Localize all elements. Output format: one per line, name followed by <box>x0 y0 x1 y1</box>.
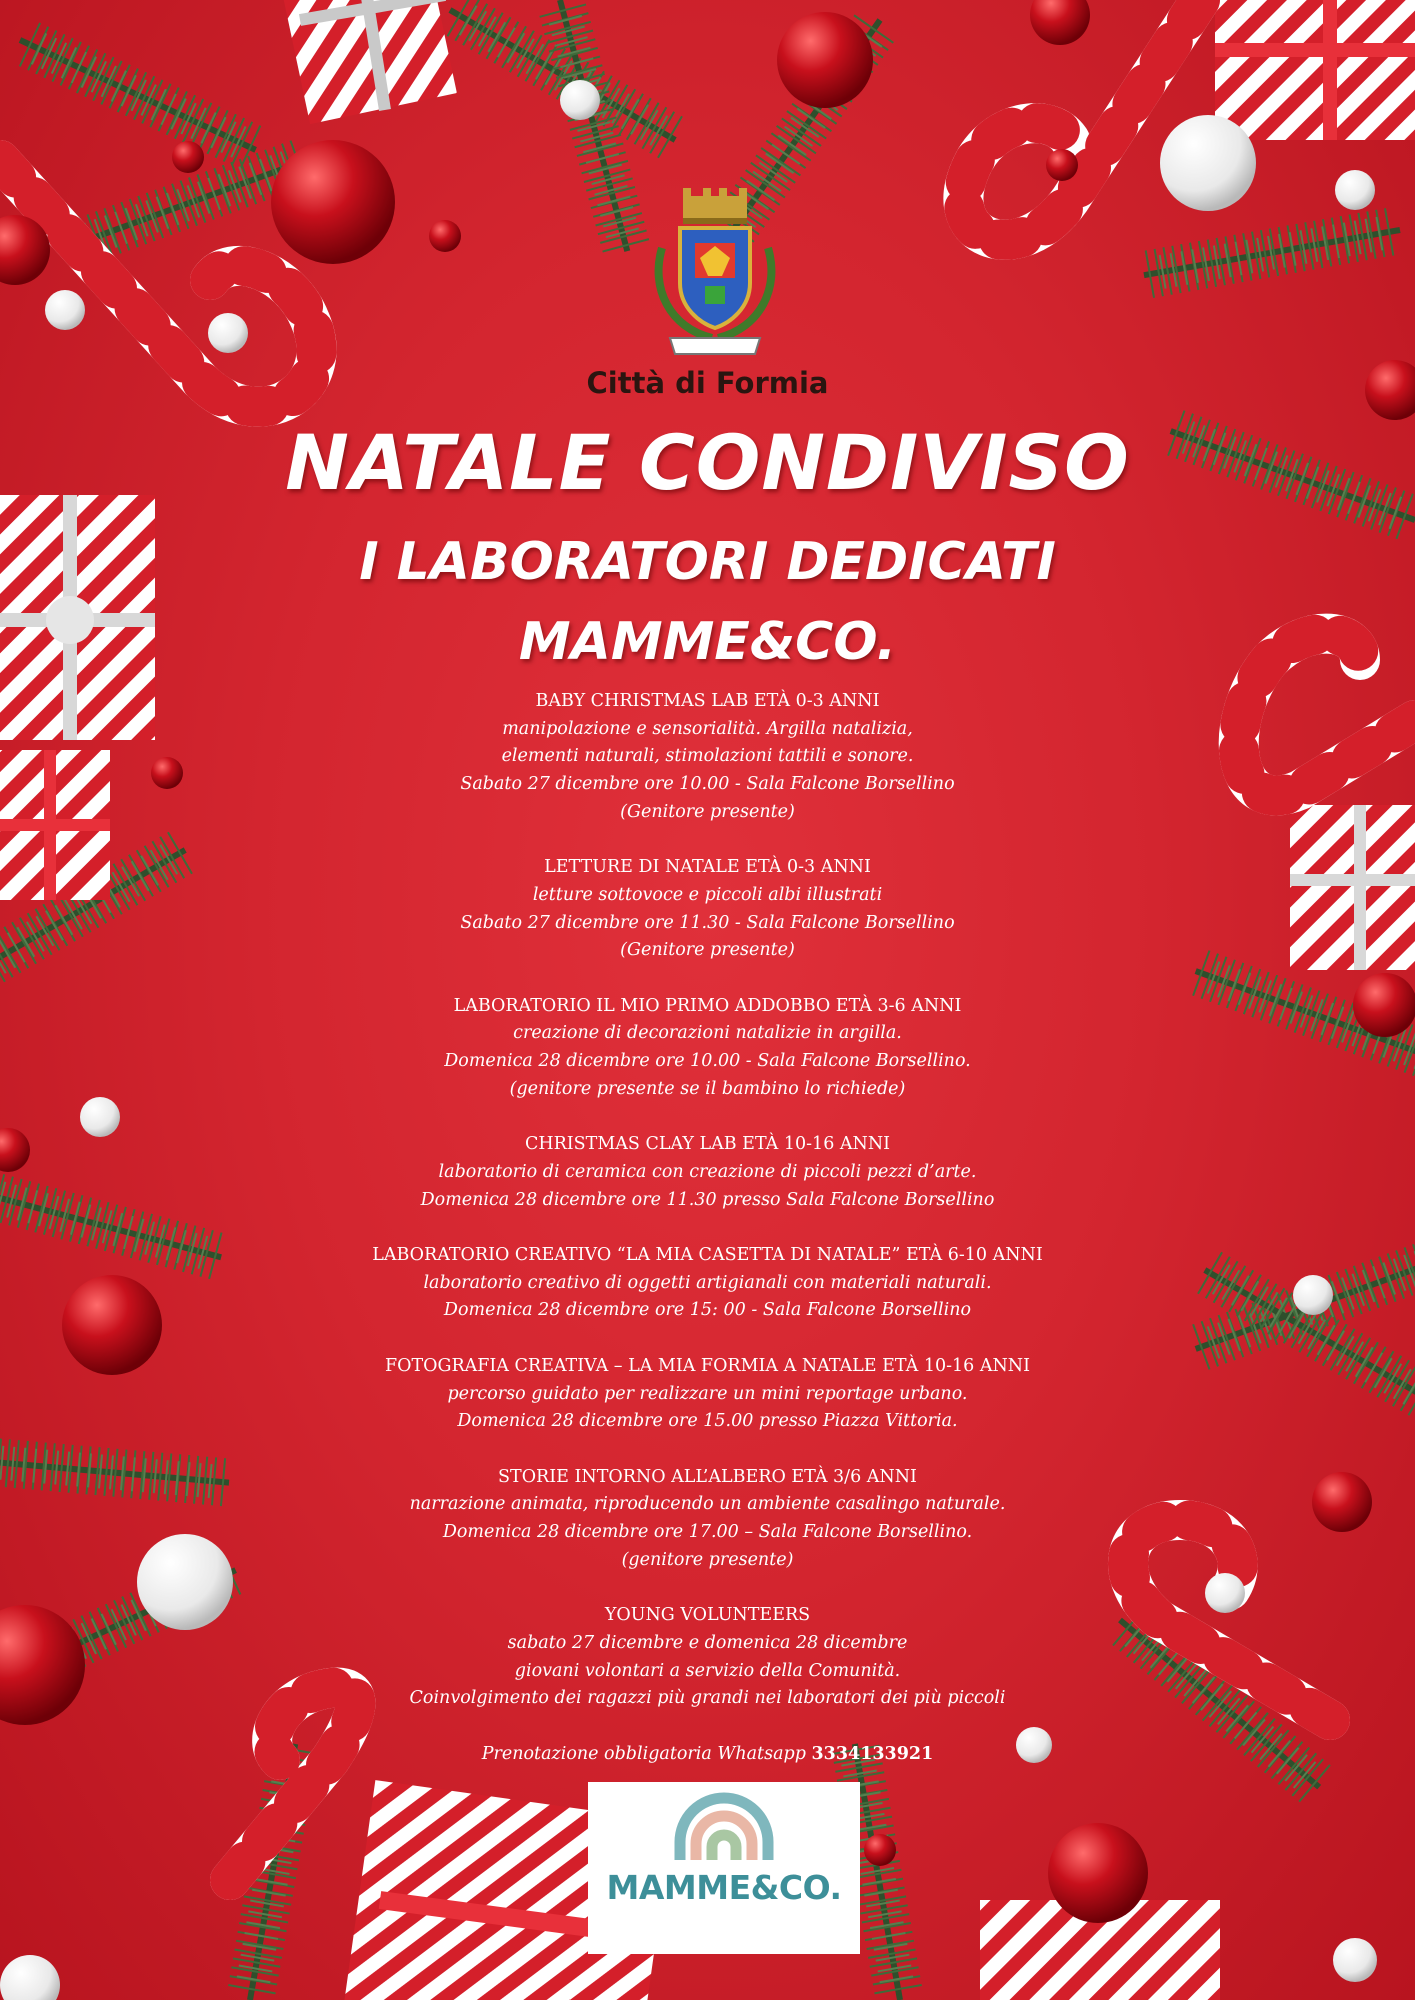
event-title: BABY CHRISTMAS LAB ETÀ 0-3 ANNI <box>535 691 880 711</box>
event-detail: Domenica 28 dicembre ore 15: 00 - Sala Falcone Borsellino <box>443 1300 972 1321</box>
event-title: YOUNG VOLUNTEERS <box>604 1605 811 1626</box>
event-detail: manipolazione e sensorialità. Argilla natalizia, <box>502 718 913 739</box>
gift-box-top-right <box>1215 0 1415 140</box>
event-detail: (Genitore presente) <box>620 801 795 822</box>
event-detail: Domenica 28 dicembre ore 17.00 – Sala Falcone Borsellino. <box>442 1522 973 1542</box>
candy-cane-top-right <box>963 0 1200 240</box>
event-detail: creazione di decorazioni natalizie in argilla. <box>513 1023 902 1044</box>
pine-branch-left <box>0 850 229 1483</box>
event-young-volunteers <box>300 1602 1115 1713</box>
event-detail: (genitore presente) <box>621 1549 794 1570</box>
gift-box-top-left <box>283 0 457 124</box>
event-title: LABORATORIO IL MIO PRIMO ADDOBBO ETÀ 3-6 ANNI <box>453 995 962 1016</box>
event-detail: narrazione animata, riproducendo un ambiente casalingo naturale. <box>409 1494 1006 1515</box>
event-detail: elementi naturali, stimolazioni tattili e sonore. <box>501 746 914 767</box>
event-detail: Sabato 27 dicembre ore 11.30 - Sala Falcone Borsellino <box>460 912 955 933</box>
gift-box-left-small <box>0 750 110 900</box>
subtitle: I LABORATORI DEDICATI <box>359 532 1056 592</box>
event-detail: Domenica 28 dicembre ore 11.30 presso Sala Falcone Borsellino <box>420 1189 995 1210</box>
event-detail: giovani volontari a servizio della Comunità. <box>514 1660 901 1681</box>
event-baby-christmas-lab <box>300 688 1115 827</box>
event-detail: Sabato 27 dicembre ore 10.00 - Sala Falcone Borsellino <box>460 774 955 795</box>
event-detail: letture sottovoce e piccoli albi illustrati <box>532 884 883 905</box>
event-title: LABORATORIO CREATIVO “LA MIA CASETTA DI NATALE” ETÀ 6-10 ANNI <box>372 1245 1043 1265</box>
booking-info <box>300 1741 1115 1769</box>
event-fotografia-creativa <box>300 1353 1115 1436</box>
event-detail: percorso guidato per realizzare un mini reportage urbano. <box>447 1383 968 1404</box>
event-detail: (Genitore presente) <box>620 940 795 961</box>
event-detail: sabato 27 dicembre e domenica 28 dicembre <box>507 1632 908 1653</box>
logo-text: MAMME&CO. <box>606 1868 842 1907</box>
event-title: CHRISTMAS CLAY LAB ETÀ 10-16 ANNI <box>524 1134 891 1155</box>
event-detail: laboratorio di ceramica con creazione di piccoli pezzi d’arte. <box>438 1161 977 1182</box>
city-name: Città di Formia <box>586 366 829 400</box>
coat-of-arms-icon <box>650 188 780 363</box>
mamme-co-logo <box>588 1782 860 1954</box>
event-storie-intorno-albero <box>300 1464 1115 1575</box>
event-detail: (genitore presente se il bambino lo richiede) <box>509 1078 906 1099</box>
rainbow-icon <box>672 1790 776 1860</box>
events-list <box>300 688 1115 1768</box>
event-detail: laboratorio creativo di oggetti artigianali con materiali naturali. <box>423 1272 992 1293</box>
event-detail: Domenica 28 dicembre ore 10.00 - Sala Falcone Borsellino. <box>444 1051 971 1072</box>
gift-box-right <box>1290 805 1415 970</box>
event-title: LETTURE DI NATALE ETÀ 0-3 ANNI <box>544 857 871 878</box>
event-christmas-clay-lab <box>300 1131 1115 1214</box>
whatsapp-phone: 3334133921 <box>811 1743 934 1764</box>
event-title: STORIE INTORNO ALL’ALBERO ETÀ 3/6 ANNI <box>498 1466 917 1487</box>
event-letture-di-natale <box>300 854 1115 965</box>
brand-title: MAMME&CO. <box>518 612 897 672</box>
event-casetta-di-natale <box>300 1242 1115 1325</box>
event-title: FOTOGRAFIA CREATIVA – LA MIA FORMIA A NATALE ETÀ 10-16 ANNI <box>384 1355 1031 1376</box>
main-title: NATALE CONDIVISO <box>285 418 1130 507</box>
event-detail: Domenica 28 dicembre ore 15.00 presso Piazza Vittoria. <box>457 1411 958 1432</box>
event-primo-addobbo <box>300 993 1115 1104</box>
event-detail: Coinvolgimento dei ragazzi più grandi nei laboratori dei più piccoli <box>409 1688 1006 1709</box>
booking-label: Prenotazione obbligatoria Whatsapp <box>481 1743 806 1764</box>
